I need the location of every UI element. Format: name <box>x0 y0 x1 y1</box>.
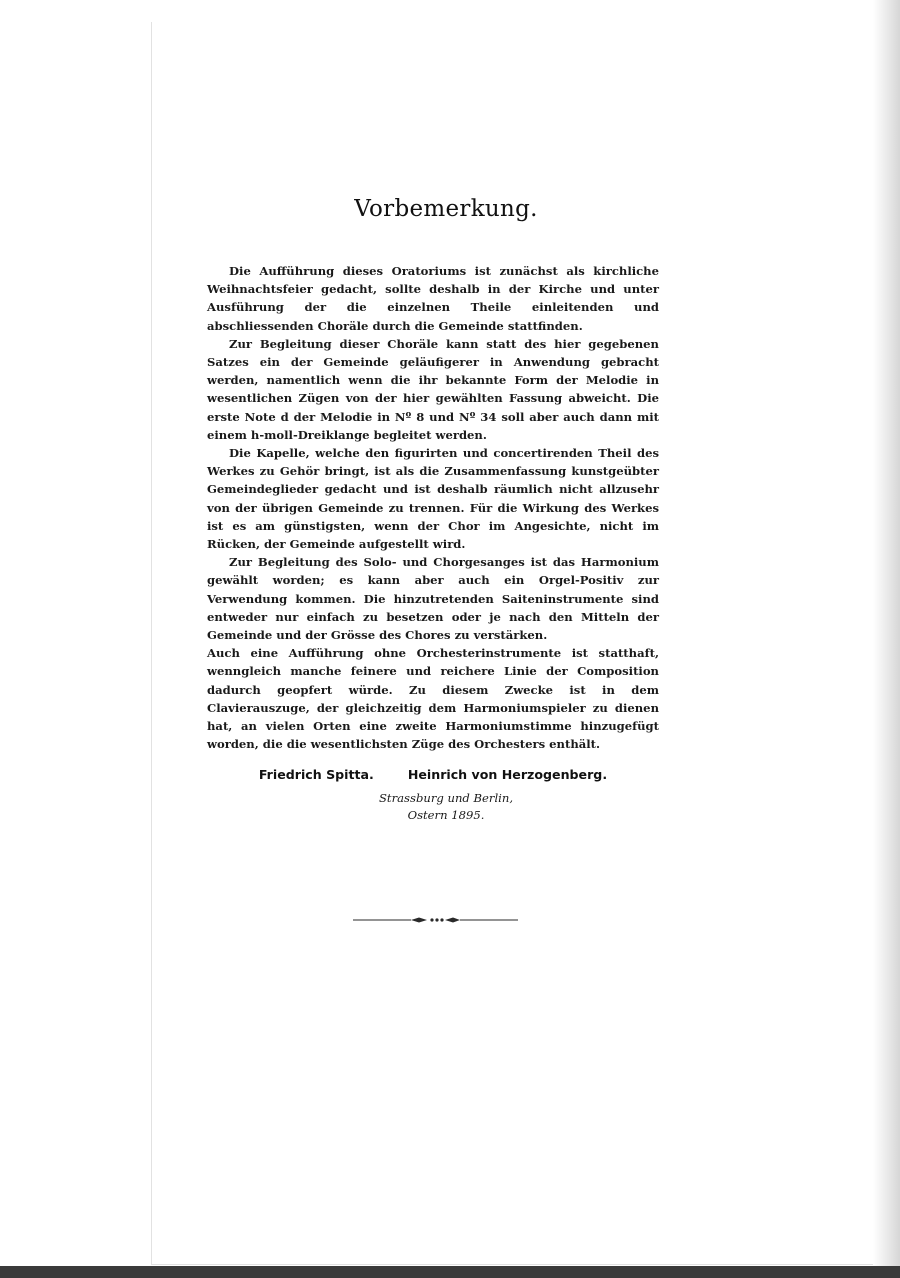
paragraph-3: Die Kapelle, welche den figurirten und concertirenden Theil des Werkes zu Gehör bringt, ist als die Zusammenfassung kunstgeübter Gemeindeglieder gedacht und ist deshalb räumlich nicht allzusehr von der übrigen Gemeinde zu trennen. Für die Wirkung des Werkes ist es am günstigsten, wenn der Chor im Angesichte, nicht im Rücken, der Gemeinde aufgestellt wird. <box>207 446 659 552</box>
signature-line <box>207 767 659 782</box>
page-right-shadow <box>873 0 900 1266</box>
page-title: Vorbemerkung. <box>354 196 538 222</box>
viewer-bottom-bar <box>0 1266 900 1278</box>
paragraph-1: Die Aufführung dieses Oratoriums ist zunächst als kirchliche Weihnachtsfeier gedacht, sollte deshalb in der Kirche und unter Ausführung der die einzelnen Theile einleitenden und abschliessenden Choräle durch die Gemeinde stattfinden. <box>207 264 659 333</box>
paragraph-4: Zur Begleitung des Solo- und Chorgesanges ist das Harmonium gewählt worden; es kann aber auch ein Orgel-Positiv zur Verwendung kommen. Die hinzutretenden Saiteninstrumente sind entweder nur einfach zu besetzen oder je nach den Mitteln der Gemeinde und der Grösse des Chores zu verstärken. <box>207 555 659 643</box>
place-line: Strassburg und Berlin, <box>378 791 514 806</box>
signature-spitta: Friedrich Spitta. <box>258 767 374 783</box>
date-line: Ostern 1895. <box>407 808 485 823</box>
signature-herzogenberg: Heinrich von Herzogenberg. <box>407 767 608 783</box>
paragraph-2: Zur Begleitung dieser Choräle kann statt des hier gegebenen Satzes ein der Gemeinde geläufigerer in Anwendung gebracht werden, namentlich wenn die ihr bekannte Form der Melodie in wesentlichen Zügen von der hier gewählten Fassung abweicht. Die erste Note d der Melodie in Nº 8 und Nº 34 soll aber auch dann mit einem h-moll-Dreiklange begleitet werden. <box>207 336 659 442</box>
paragraph-5: Auch eine Aufführung ohne Orchesterinstrumente ist statthaft, wenngleich manche feinere und reichere Linie der Composition dadurch geopfert würde. Zu diesem Zwecke ist in dem Clavierauszuge, der gleichzeitig dem Harmoniumspieler zu dienen hat, an vielen Orten eine zweite Harmoniumstimme hinzugefügt worden, die die wesentlichsten Züge des Orchesters enthält. <box>207 646 659 752</box>
document-page <box>207 196 659 824</box>
page-bottom-edge <box>151 1264 873 1265</box>
preface-body <box>207 262 659 753</box>
page-left-edge <box>151 22 152 1265</box>
ornamental-rule-divider <box>353 915 518 925</box>
place-date-block <box>233 790 659 824</box>
